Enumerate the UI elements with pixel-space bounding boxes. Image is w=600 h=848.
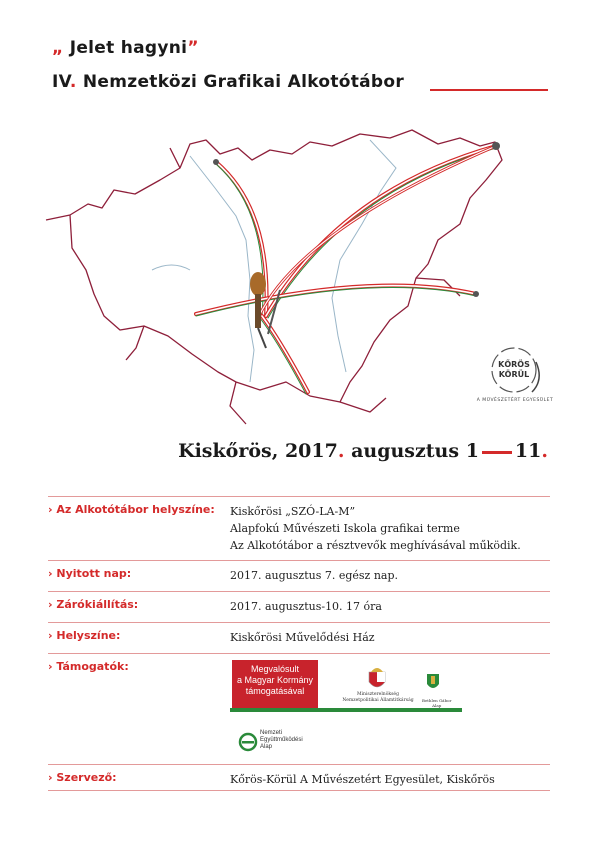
nea-logo <box>238 728 318 758</box>
close-quote: ” <box>187 38 199 58</box>
country-outline <box>70 130 502 402</box>
border-stub-1 <box>126 326 144 360</box>
government-support-logo <box>230 660 462 712</box>
info-value <box>230 567 398 584</box>
gov-logo-green-bar <box>230 708 462 712</box>
nea-logo-text <box>260 730 303 751</box>
venue-line-3: Az Alkotótábor a résztvevők meghívásával működik. <box>230 539 521 552</box>
info-value <box>230 629 375 646</box>
event-start-day: 1 <box>465 440 479 462</box>
nea-line-3: Alap <box>260 744 273 750</box>
svg-text:KŐRÖS: KŐRÖS <box>498 360 530 369</box>
info-row-venue <box>48 496 550 559</box>
bottom-divider <box>48 790 550 791</box>
ministry-logo-text <box>338 692 418 704</box>
nea-line-1: Nemzeti <box>260 730 283 736</box>
event-month: augusztus <box>344 440 466 462</box>
closing-exhibition-value: 2017. augusztus-10. 17 óra <box>230 600 382 613</box>
info-value <box>230 503 521 554</box>
ministry-subtitle: Nemzetpolitikai Államtitkárság <box>342 698 414 703</box>
info-value <box>230 771 495 788</box>
venue-line-2: Alapfokú Művészeti Iskola grafikai terme <box>230 522 460 535</box>
edition-number: IV <box>52 72 70 92</box>
info-value <box>230 598 382 615</box>
gov-line-1: Megvalósult <box>250 664 300 674</box>
river-tisza <box>332 140 396 372</box>
info-row-location <box>48 622 550 653</box>
title-underline <box>430 89 548 91</box>
poster-title-line2 <box>52 72 404 92</box>
open-day-value: 2017. augusztus 7. egész nap. <box>230 569 399 582</box>
organizer-value: Kőrös-Körül A Művészetért Egyesület, Kiskőrös <box>230 773 495 786</box>
border-stub-2 <box>230 382 246 424</box>
river-danube <box>190 156 254 382</box>
nea-line-2: Együttműködési <box>260 737 303 743</box>
info-label: › Nyitott nap: <box>48 567 132 580</box>
subtitle-text: Nemzetközi Grafikai Alkotótábor <box>76 72 405 92</box>
event-dateline <box>178 440 548 462</box>
ministry-name: Miniszterelnökség <box>357 692 399 697</box>
gov-line-3: támogatásával <box>245 686 305 696</box>
event-place-year: Kiskőrös, 2017 <box>178 440 338 462</box>
gov-support-badge <box>232 660 318 708</box>
location-value: Kiskőrösi Művelődési Ház <box>230 631 375 644</box>
korosskorul-emblem-icon <box>478 340 550 400</box>
poster-title-line1 <box>52 38 199 58</box>
bethlen-gabor-logo-text <box>422 698 451 708</box>
info-row-closing-exhibition <box>48 591 550 622</box>
svg-text:KÖRÜL: KÖRÜL <box>498 370 530 379</box>
info-label: › Az Alkotótábor helyszíne: <box>48 503 215 516</box>
border-stub-5 <box>46 215 70 220</box>
border-stub-6 <box>170 148 180 168</box>
border-stub-3 <box>340 398 386 412</box>
korosskorul-logo <box>476 340 554 410</box>
bethlen-subtitle: Alap <box>432 703 442 708</box>
event-end-day: 11 <box>514 440 542 462</box>
info-label: › Helyszíne: <box>48 629 121 642</box>
info-label: › Támogatók: <box>48 660 129 673</box>
dateline-dot: . <box>337 440 345 462</box>
hungarian-coat-of-arms-icon <box>366 664 388 692</box>
dateline-end-dot: . <box>541 440 548 462</box>
title-text: Jelet hagyni <box>69 38 188 58</box>
korosskorul-caption: A MŰVÉSZETÉRT EGYESÜLET <box>476 398 554 403</box>
bethlen-shield-icon <box>426 672 440 692</box>
date-range-dash <box>482 451 512 454</box>
info-row-organizer <box>48 764 550 791</box>
edition-dot: . <box>69 72 77 92</box>
gov-line-2: a Magyar Kormány <box>236 675 314 685</box>
open-quote: „ <box>52 38 70 58</box>
venue-line-1: Kiskőrösi „SZÓ-LA-M” <box>230 505 356 518</box>
info-row-open-day <box>48 560 550 591</box>
nea-circle-icon <box>238 732 258 752</box>
info-label: › Szervező: <box>48 771 117 784</box>
info-label: › Zárókiállítás: <box>48 598 139 611</box>
lake-balaton <box>152 265 190 270</box>
bethlen-name: Bethlen Gábor <box>422 698 452 703</box>
